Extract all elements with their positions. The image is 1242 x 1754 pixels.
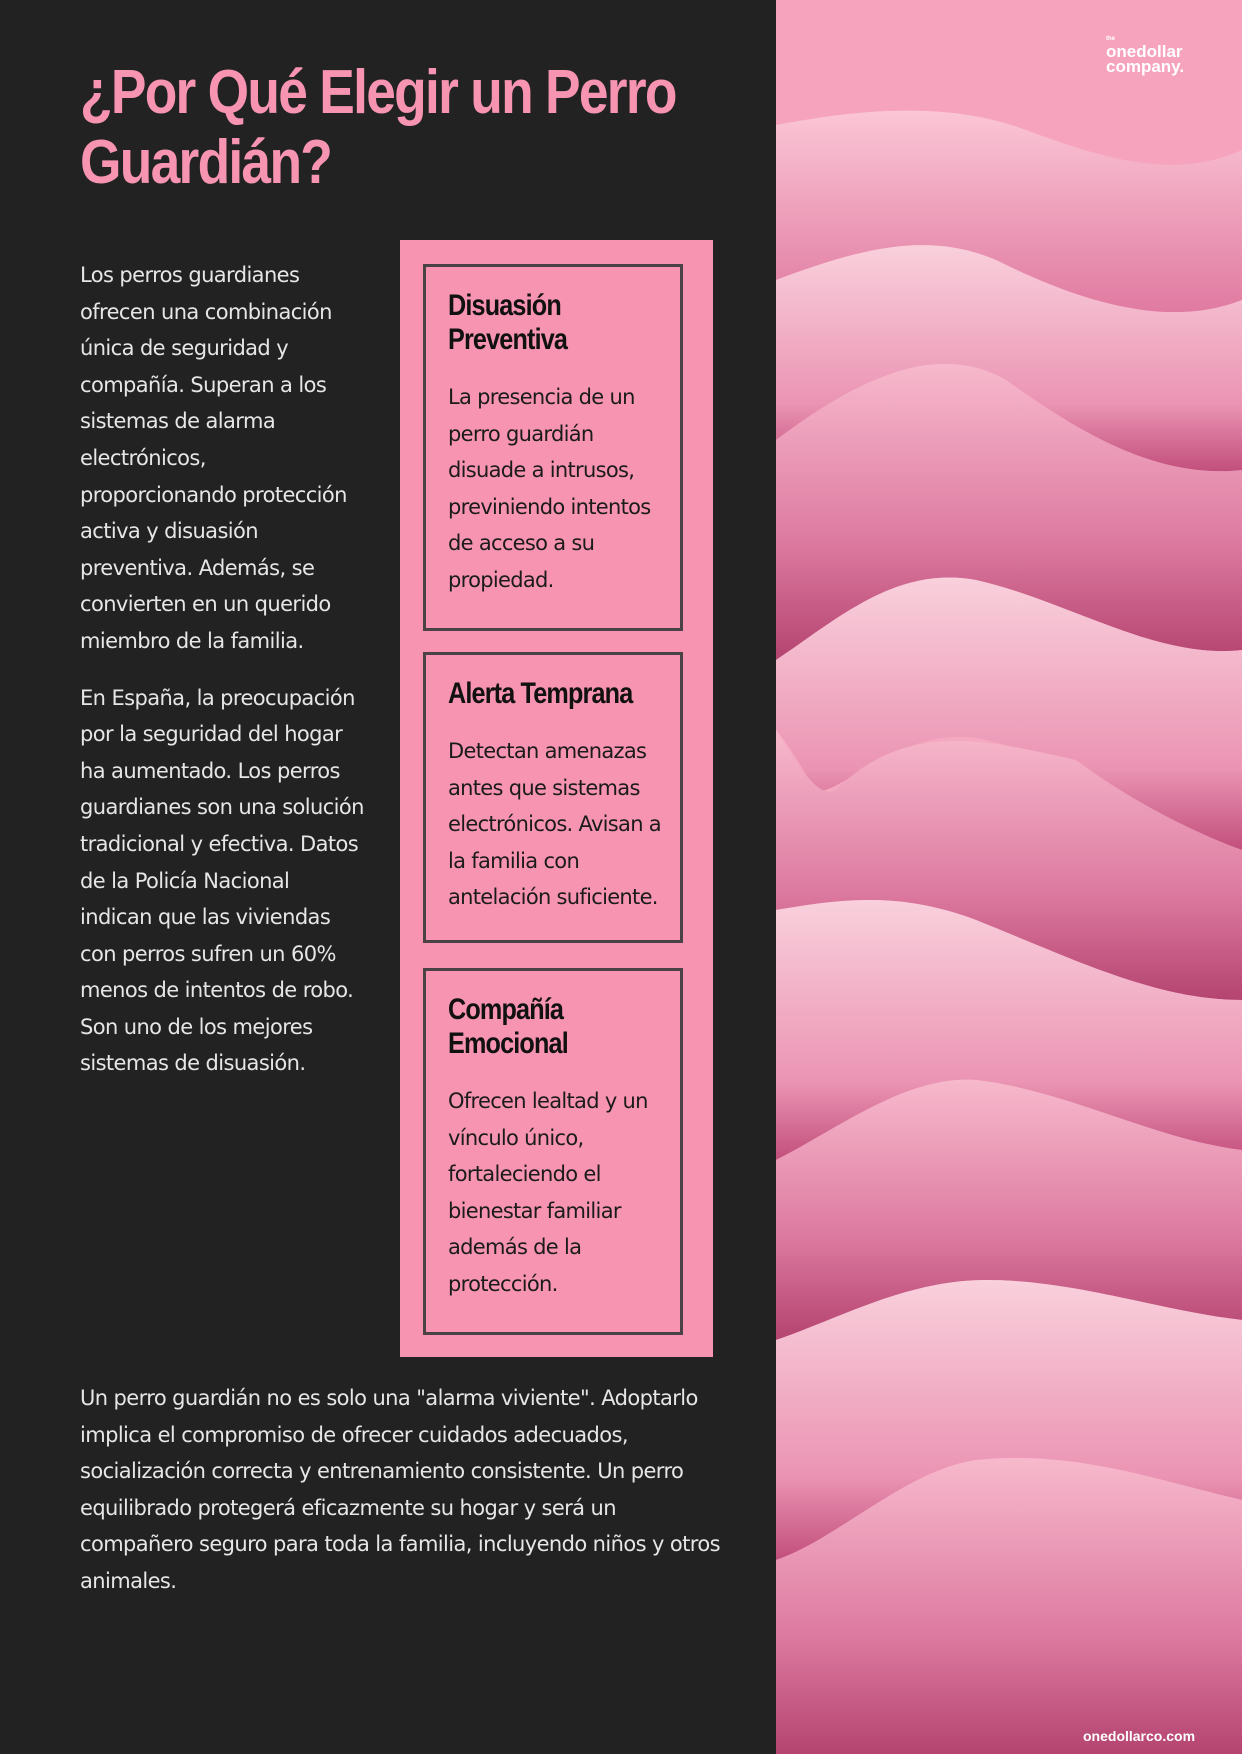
page-title — [80, 58, 676, 198]
intro-text — [80, 257, 365, 1102]
closing-paragraph: Un perro guardián no es solo una "alarma viviente". Adoptarlo implica el compromiso de ofrecer cuidados adecuados, socialización correcta y entrenamiento consistente. Un perro equilibrado protegerá eficazmente su hogar y será un compañero seguro para toda la familia, incluyendo niños y otros animales. — [80, 1386, 720, 1593]
feature-card-title-line-1: Alerta Temprana — [448, 677, 633, 710]
feature-card-title — [448, 993, 643, 1061]
page-title-line-1: ¿Por Qué Elegir un Perro — [80, 58, 676, 127]
features-panel — [400, 240, 713, 1357]
intro-paragraph-2: En España, la preocupación por la seguridad del hogar ha aumentado. Los perros guardianes son una solución tradicional y efectiva. Datos de la Policía Nacional indican que las viviendas con perros sufren un 60% menos de intentos de robo. Son uno de los mejores sistemas de disuasión. — [80, 685, 364, 1076]
intro-paragraph-1: Los perros guardianes ofrecen una combinación única de seguridad y compañía. Superan a los sistemas de alarma electrónicos, proporcionando protección activa y disuasión preventiva. Además, se convierten en un querido miembro de la familia. — [80, 263, 347, 653]
feature-card-text: La presencia de un perro guardián disuade a intrusos, previniendo intentos de acceso a su propiedad. — [448, 385, 651, 592]
feature-card-title-line-1: Compañía — [448, 993, 564, 1026]
feature-card-text: Ofrecen lealtad y un vínculo único, fortaleciendo el bienestar familiar además de la protección. — [448, 1089, 648, 1296]
decorative-wave-image — [776, 0, 1242, 1754]
feature-card-early-alert — [423, 652, 683, 943]
footer-website-url: onedollarco.com — [1083, 1728, 1196, 1744]
company-logo-line-1: onedollar — [1106, 42, 1183, 61]
company-logo-the: the — [1106, 36, 1115, 42]
pink-waves-illustration — [776, 0, 1242, 1754]
feature-card-title — [448, 677, 643, 711]
feature-card-deterrence — [423, 264, 683, 631]
feature-card-companionship — [423, 968, 683, 1335]
feature-card-title — [448, 289, 643, 357]
feature-card-title-line-2: Preventiva — [448, 323, 568, 356]
company-logo-line-2: company. — [1106, 57, 1185, 76]
feature-card-title-line-1: Disuasión — [448, 289, 561, 322]
feature-card-text: Detectan amenazas antes que sistemas electrónicos. Avisan a la familia con antelación suficiente. — [448, 739, 661, 910]
page-title-line-2: Guardián? — [80, 128, 332, 197]
company-logo — [1106, 36, 1185, 76]
feature-card-title-line-2: Emocional — [448, 1027, 568, 1060]
